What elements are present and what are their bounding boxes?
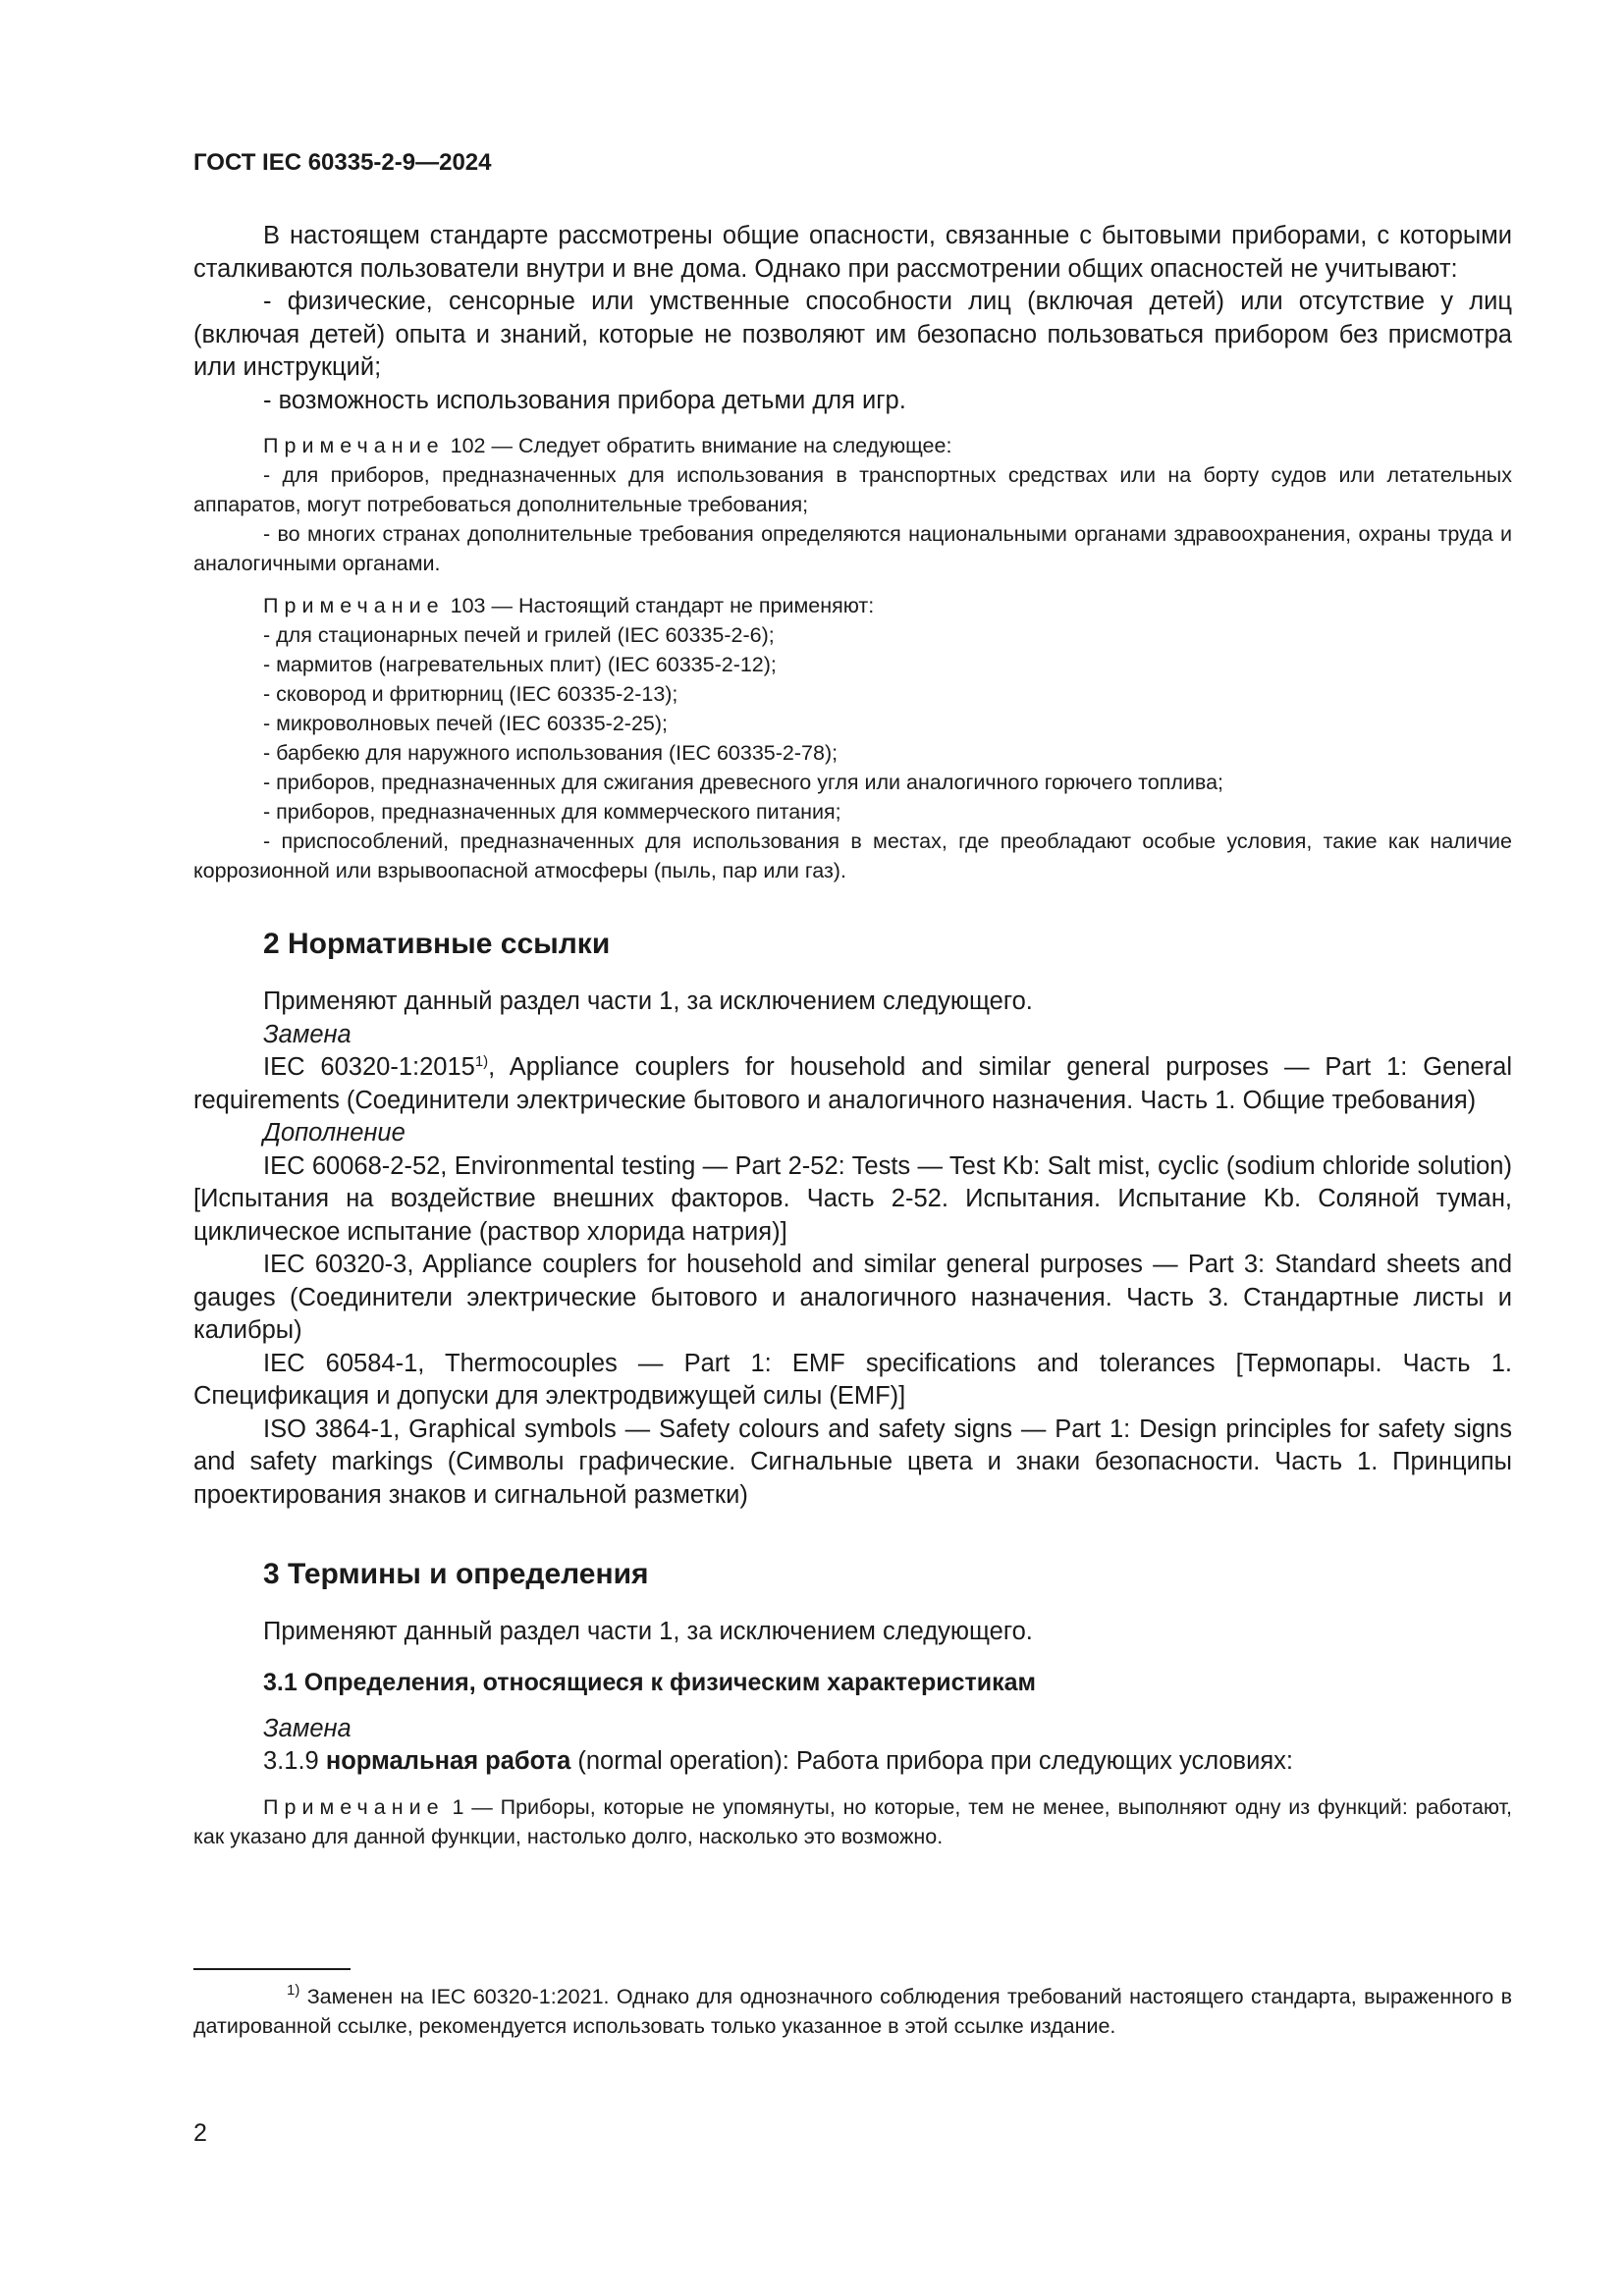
replacement-label: Замена [263,1020,352,1048]
document-code-header: ГОСТ IEC 60335-2-9—2024 [193,149,492,176]
normative-reference: IEC 60584-1, Thermocouples — Part 1: EMF specifications and tolerances [Термопары. Часть 1. Спецификация и допуски для электродвижущей силы (EMF)] [193,1349,1512,1410]
note-list-item: - приборов, предназначенных для сжигания древесного угля или аналогичного горючего топлива; [263,771,1224,794]
term-name: нормальная работа [325,1747,571,1775]
intro-list-item: - физические, сенсорные или умственные способности лиц (включая детей) или отсутствие у лиц (включая детей) опыта и знаний, которые не позволяют им безопасно пользоваться прибором без присмотра или инструкций; [193,288,1512,381]
replacement-label: Замена [263,1714,352,1742]
reference-code: IEC 60320-1:2015 [263,1053,475,1081]
term-number: 3.1.9 [263,1747,326,1775]
note-list-item: - приспособлений, предназначенных для использования в местах, где преобладают особые условия, такие как наличие коррозионной или взрывоопасной атмосферы (пыль, пар или газ). [193,829,1512,882]
page-body [193,220,1512,1851]
footnote-text [193,1982,1512,2041]
note-label: Примечание [263,594,445,617]
section-3-intro: Применяют данный раздел части 1, за исключением следующего. [263,1618,1033,1645]
note-text: 102 — Следует обратить внимание на следующее: [444,434,952,457]
normative-reference: IEC 60320-3, Appliance couplers for household and similar general purposes — Part 3: Standard sheets and gauges (Соединители электрические бытового и аналогичного назначения. Часть 3. Стандартные листы и калибры) [193,1251,1512,1344]
note-list-item: - для стационарных печей и грилей (IEC 60335-2-6); [263,623,775,647]
note-label: Примечание [263,434,445,457]
section-3-heading: 3 Термины и определения [263,1558,649,1590]
normative-reference: IEC 60068-2-52, Environmental testing — Part 2-52: Tests — Test Kb: Salt mist, cyclic (sodium chloride solution) [Испытания на воздействие внешних факторов. Часть 2-52. Испытания. Испытание Kb. Соляной туман, циклическое испытание (раствор хлорида натрия)] [193,1151,1512,1246]
subsection-3-1-heading: 3.1 Определения, относящиеся к физическим характеристикам [263,1668,1037,1696]
note-list-item: - приборов, предназначенных для коммерческого питания; [263,800,841,824]
note-label: Примечание [263,1794,445,1819]
section-2-heading: 2 Нормативные ссылки [263,928,611,960]
note-list-item: - сковород и фритюрниц (IEC 60335-2-13); [263,682,678,706]
footnote-body: Заменен на IEC 60320-1:2021. Однако для однозначного соблюдения требований настоящего стандарта, выраженного в датированной ссылке, рекомендуется использовать только указанное в этой ссылке издание. [193,1985,1512,2038]
normative-reference [193,1051,1512,1117]
term-text: (normal operation): Работа прибора при следующих условиях: [570,1747,1293,1775]
page-number: 2 [193,2119,207,2147]
addition-label: Дополнение [263,1119,406,1147]
note-list-item: - для приборов, предназначенных для использования в транспортных средствах или на борту судов или летательных аппаратов, могут потребоваться дополнительные требования; [193,463,1512,516]
note-text: 103 — Настоящий стандарт не применяют: [444,594,875,617]
term-definition [193,1745,1512,1779]
note-103 [193,591,1512,620]
footnote-mark: 1) [287,1982,300,1999]
note-text: 1 — Приборы, которые не упомянуты, но которые, тем не менее, выполняют одну из функций: работают, как указано для данной функции, настолько долго, насколько это возможно. [193,1794,1512,1848]
note-list-item: - во многих странах дополнительные требования определяются национальными органами здравоохранения, охраны труда и аналогичными органами. [193,522,1512,575]
footnote-divider [193,1968,351,1970]
footnote [193,1968,1512,2041]
note-list-item: - барбекю для наружного использования (IEC 60335-2-78); [263,741,839,765]
note-102 [193,431,1512,460]
note-list-item: - микроволновых печей (IEC 60335-2-25); [263,712,668,735]
intro-paragraph: В настоящем стандарте рассмотрены общие опасности, связанные с бытовыми приборами, с которыми сталкиваются пользователи внутри и вне дома. Однако при рассмотрении общих опасностей не учитывают: [193,222,1512,283]
footnote-marker: 1) [474,1053,489,1070]
normative-reference: ISO 3864-1, Graphical symbols — Safety colours and safety signs — Part 1: Design principles for safety signs and safety markings (Символы графические. Сигнальные цвета и знаки безопасности. Часть 1. Принципы проектирования знаков и сигнальной разметки) [193,1415,1512,1509]
reference-text: , Appliance couplers for household and similar general purposes — Part 1: General requirements (Соединители электрические бытового и аналогичного назначения. Часть 1. Общие требования) [193,1053,1512,1114]
intro-list-item: - возможность использования прибора детьми для игр. [263,386,906,414]
note-list-item: - мармитов (нагревательных плит) (IEC 60335-2-12); [263,653,777,676]
section-2-intro: Применяют данный раздел части 1, за исключением следующего. [263,988,1033,1015]
term-note [193,1792,1512,1851]
